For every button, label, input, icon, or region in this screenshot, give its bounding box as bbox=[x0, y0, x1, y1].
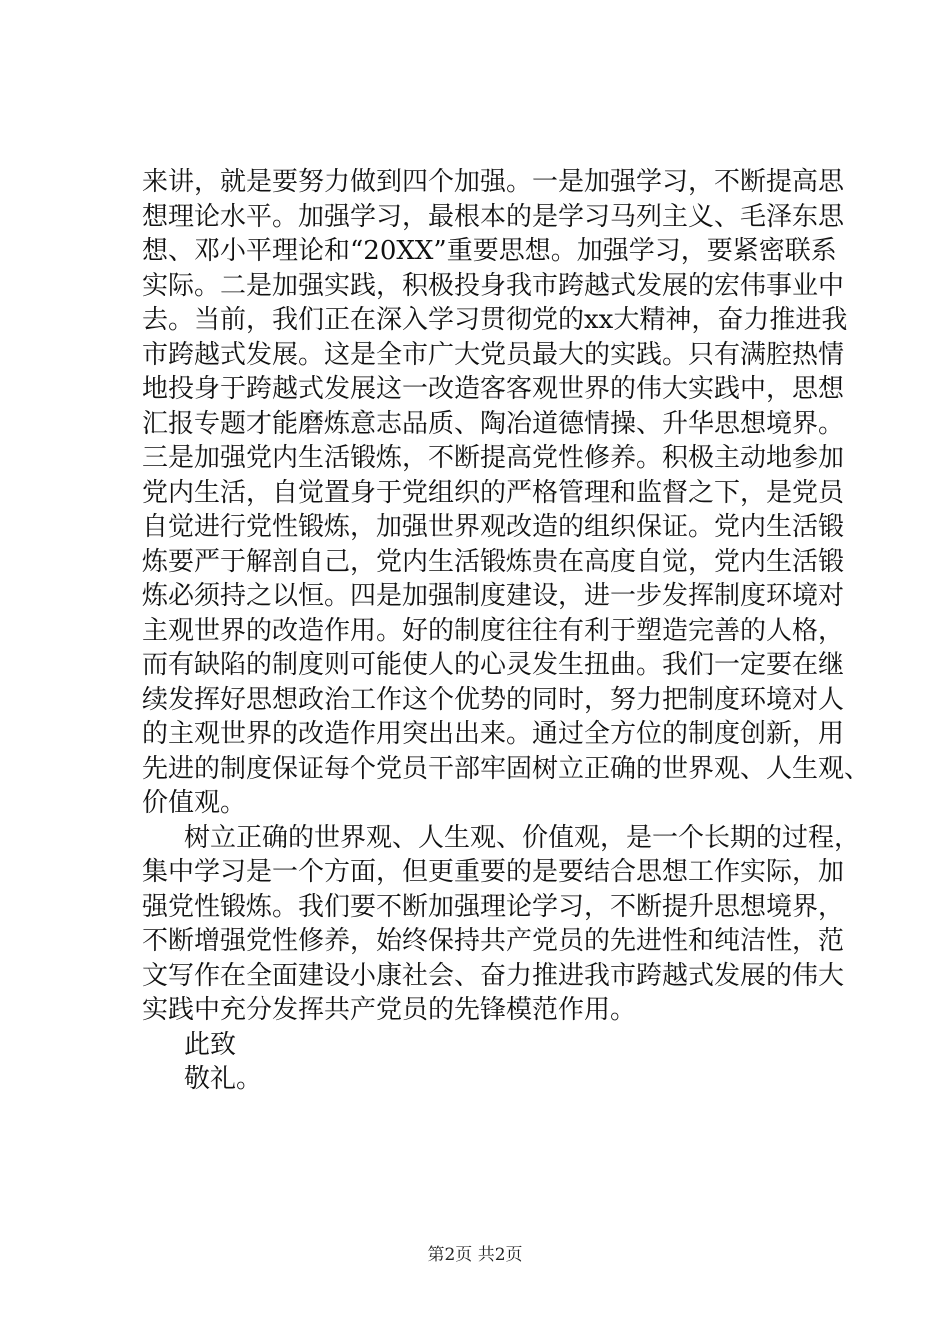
text-line: 集中学习是一个方面，但更重要的是要结合思想工作实际，加 bbox=[142, 857, 845, 887]
text-line: 市跨越式发展。这是全市广大党员最大的实践。只有满腔热情 bbox=[142, 339, 845, 370]
text-line: 的主观世界的改造作用突出出来。通过全方位的制度创新，用 bbox=[142, 719, 845, 749]
closing-salutation: 此致 bbox=[184, 1029, 237, 1060]
paragraph-1 bbox=[142, 165, 871, 821]
text-line: 党内生活，自觉置身于党组织的严格管理和监督之下，是党员 bbox=[142, 477, 845, 508]
text-line: 先进的制度保证每个党员干部牢固树立正确的世界观、人生观、 bbox=[142, 753, 871, 784]
text-line: 而有缺陷的制度则可能使人的心灵发生扭曲。我们一定要在继 bbox=[142, 650, 845, 680]
text-line: 主观世界的改造作用。好的制度往往有利于塑造完善的人格， bbox=[142, 615, 845, 646]
text-line: 去。当前，我们正在深入学习贯彻党的xx大精神，奋力推进我 bbox=[142, 305, 848, 335]
text-line: 想理论水平。加强学习，最根本的是学习马列主义、毛泽东思 bbox=[142, 201, 845, 232]
paragraph-2 bbox=[142, 821, 861, 1028]
closing-regards: 敬礼。 bbox=[184, 1064, 263, 1094]
text-line: 炼必须持之以恒。四是加强制度建设，进一步发挥制度环境对 bbox=[142, 581, 845, 611]
text-line: 想、邓小平理论和“20XX”重要思想。加强学习，要紧密联系 bbox=[142, 236, 837, 266]
text-line: 文写作在全面建设小康社会、奋力推进我市跨越式发展的伟大 bbox=[142, 960, 845, 991]
document-body bbox=[142, 165, 871, 1097]
text-line: 地投身于跨越式发展这一改造客客观世界的伟大实践中，思想 bbox=[142, 374, 845, 404]
text-line: 自觉进行党性锻炼，加强世界观改造的组织保证。党内生活锻 bbox=[142, 512, 845, 542]
text-line: 炼要严于解剖自己，党内生活锻炼贵在高度自觉，党内生活锻 bbox=[142, 546, 845, 577]
text-line: 不断增强党性修养，始终保持共产党员的先进性和纯洁性，范 bbox=[142, 926, 845, 956]
text-line: 强党性锻炼。我们要不断加强理论学习，不断提升思想境界， bbox=[142, 891, 845, 922]
page-number-footer: 第2页 共2页 bbox=[427, 1245, 523, 1265]
text-line: 实践中充分发挥共产党员的先锋模范作用。 bbox=[142, 995, 637, 1025]
text-line: 续发挥好思想政治工作这个优势的同时，努力把制度环境对人 bbox=[142, 684, 845, 715]
text-line: 实际。二是加强实践，积极投身我市跨越式发展的宏伟事业中 bbox=[142, 270, 845, 301]
text-line: 来讲，就是要努力做到四个加强。一是加强学习，不断提高思 bbox=[142, 167, 845, 197]
text-line: 三是加强党内生活锻炼，不断提高党性修养。积极主动地参加 bbox=[142, 443, 845, 473]
text-line: 汇报专题才能磨炼意志品质、陶冶道德情操、升华思想境界。 bbox=[142, 408, 845, 439]
text-line: 价值观。 bbox=[142, 788, 247, 818]
text-line: 树立正确的世界观、人生观、价值观，是一个长期的过程， bbox=[184, 822, 861, 853]
